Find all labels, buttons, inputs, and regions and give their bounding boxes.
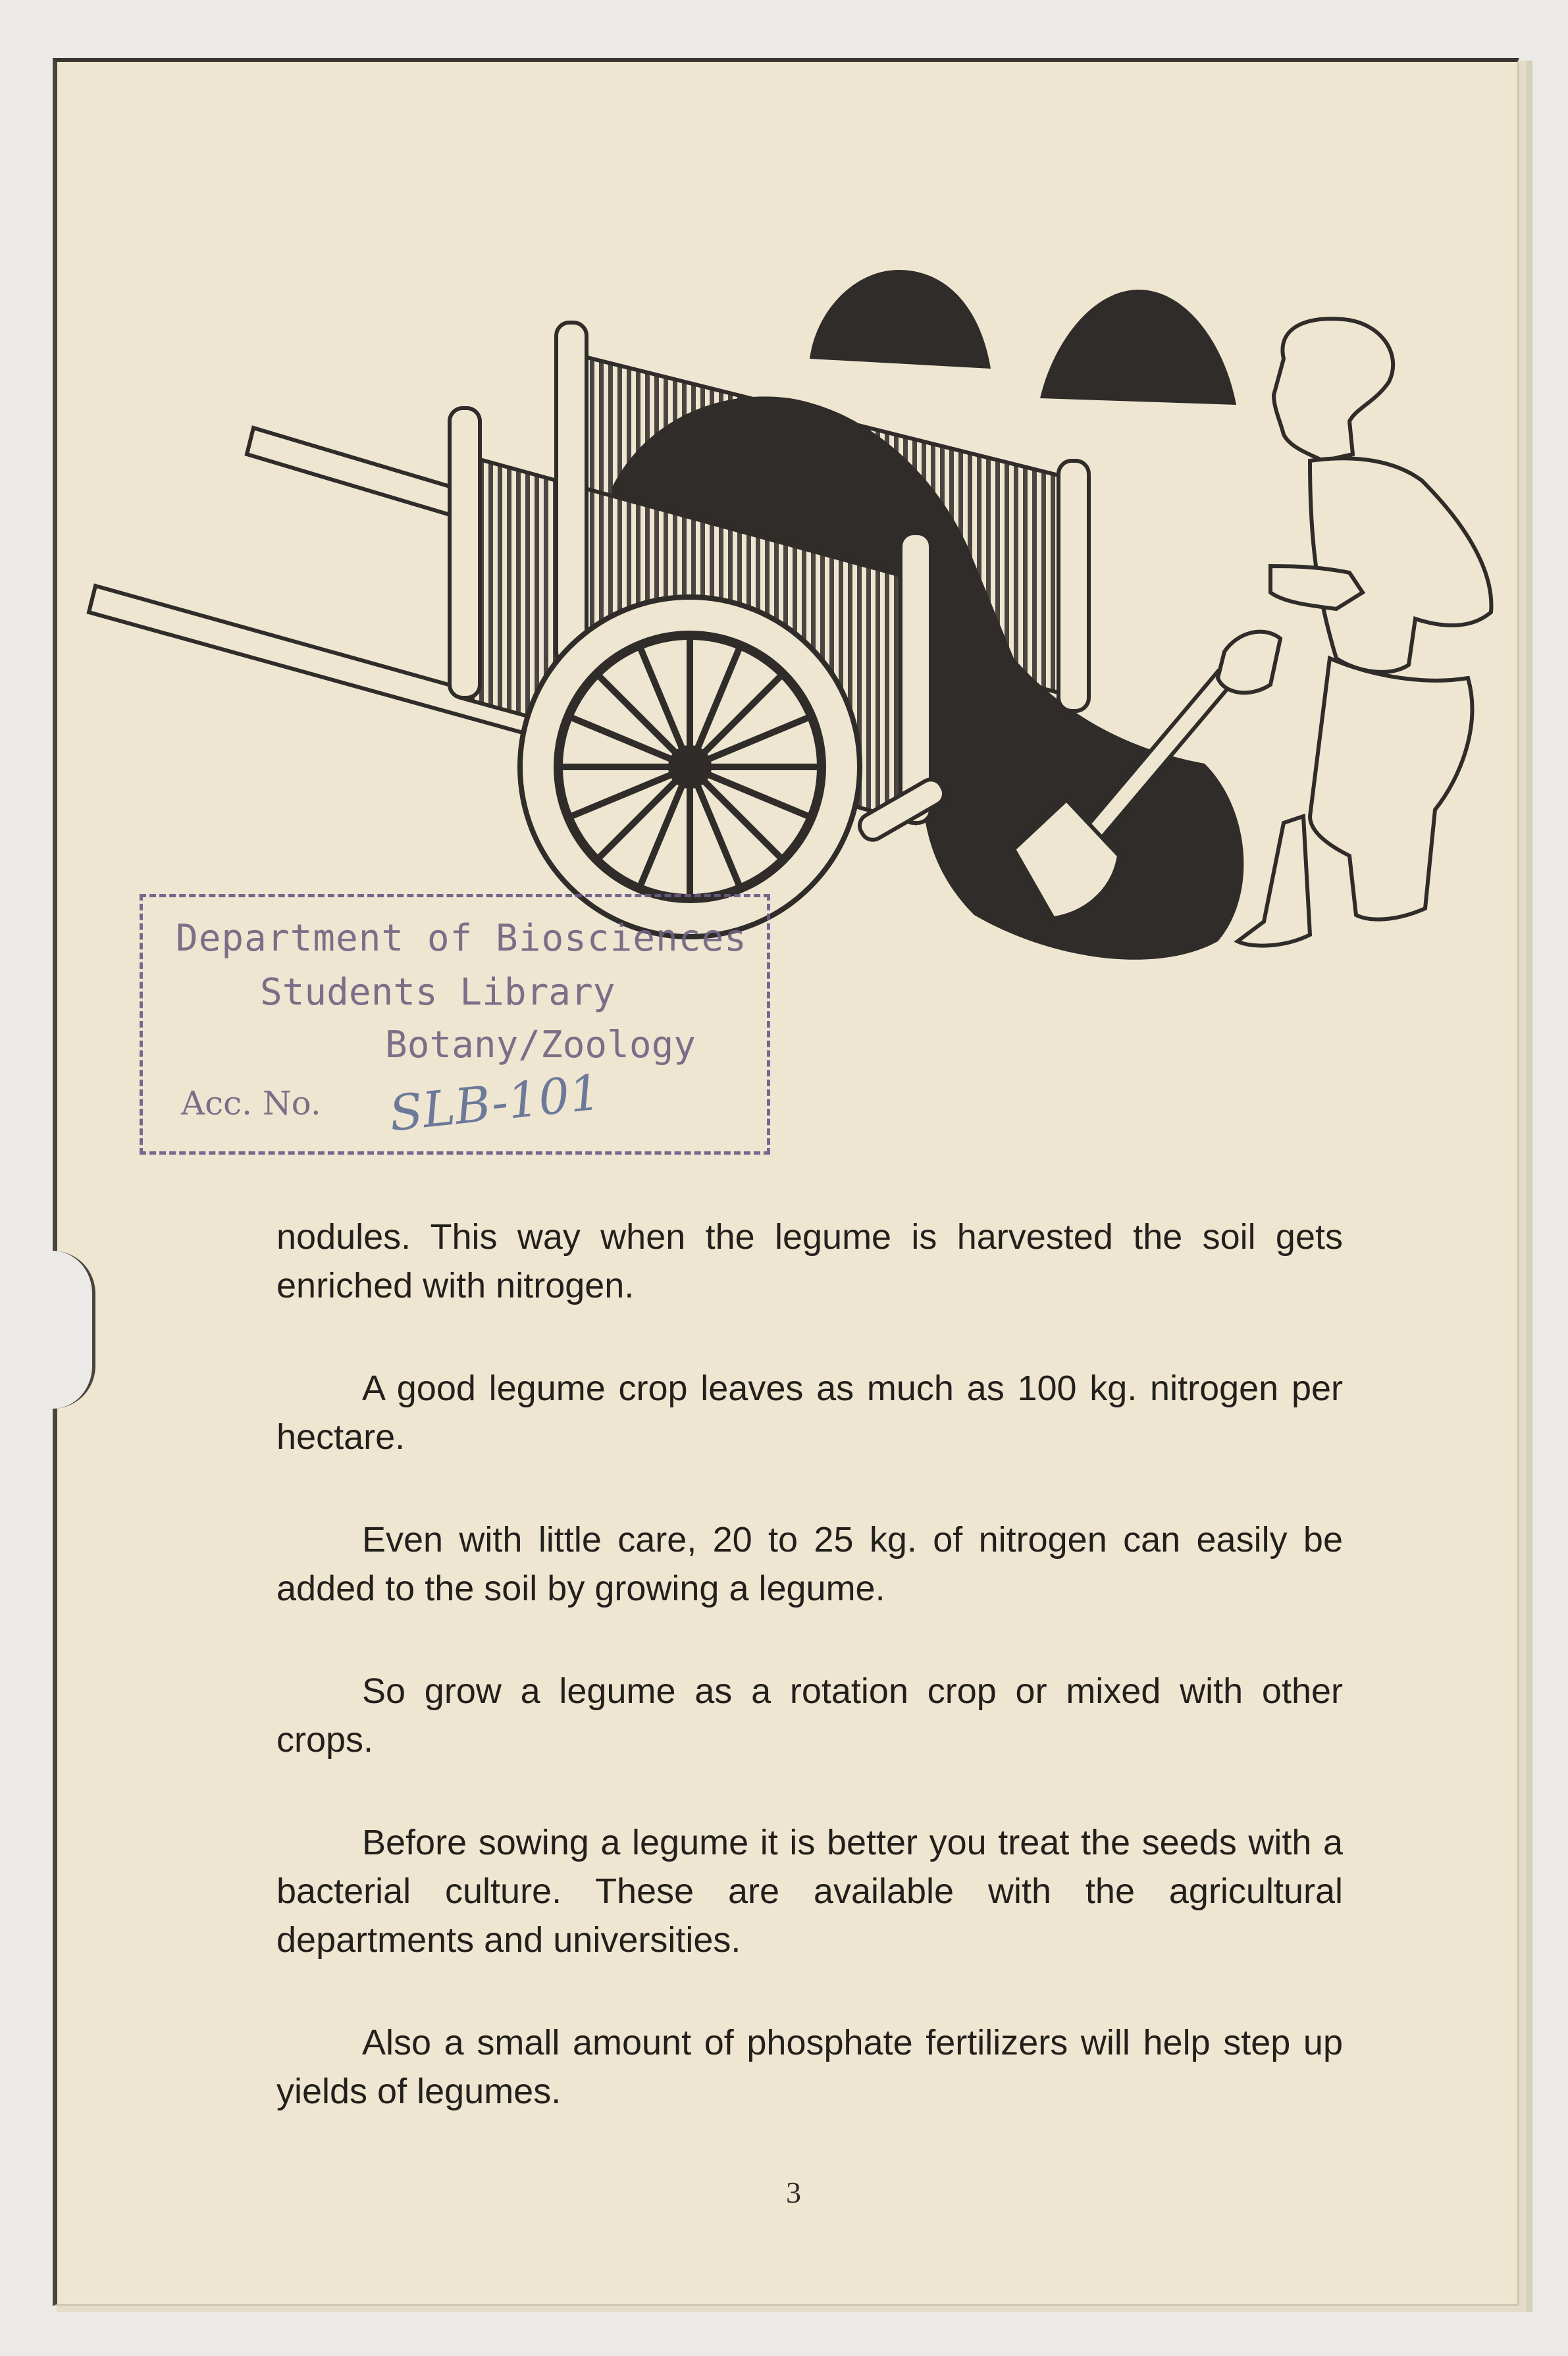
- farmer-figure: [1218, 319, 1491, 945]
- page-number: 3: [786, 2176, 801, 2209]
- stamp-acc-number: SLB-101: [386, 1064, 604, 1143]
- library-stamp: [140, 894, 770, 1155]
- compost-heap-left: [810, 270, 991, 369]
- stamp-acc-label: Acc. No.: [181, 1084, 321, 1122]
- paragraph-2: A good legume crop leaves as much as 100 kg. nitrogen per hectare.: [276, 1369, 1343, 1457]
- paragraph-4: So grow a legume as a rotation crop or mixed with other crops.: [276, 1671, 1343, 1760]
- compost-heap-right: [1040, 290, 1236, 405]
- page-notch: [53, 1251, 95, 1409]
- paragraph-5: Before sowing a legume it is better you treat the seeds with a bacterial culture. These are available with the agricultural departments and universities.: [276, 1823, 1343, 1960]
- stamp-department: Department of Biosciences: [176, 917, 747, 960]
- paragraph-6: Also a small amount of phosphate fertilizers will help step up yields of legumes.: [276, 2023, 1343, 2111]
- stamp-section: Botany/Zoology: [385, 1024, 696, 1066]
- cart-wheel: [520, 597, 860, 937]
- stamp-library: Students Library: [260, 971, 615, 1014]
- paragraph-1: nodules. This way when the legume is harvested the soil gets enriched with nitrogen.: [276, 1217, 1343, 1305]
- paragraph-3: Even with little care, 20 to 25 kg. of nitrogen can easily be added to the soil by growing a legume.: [276, 1520, 1343, 1608]
